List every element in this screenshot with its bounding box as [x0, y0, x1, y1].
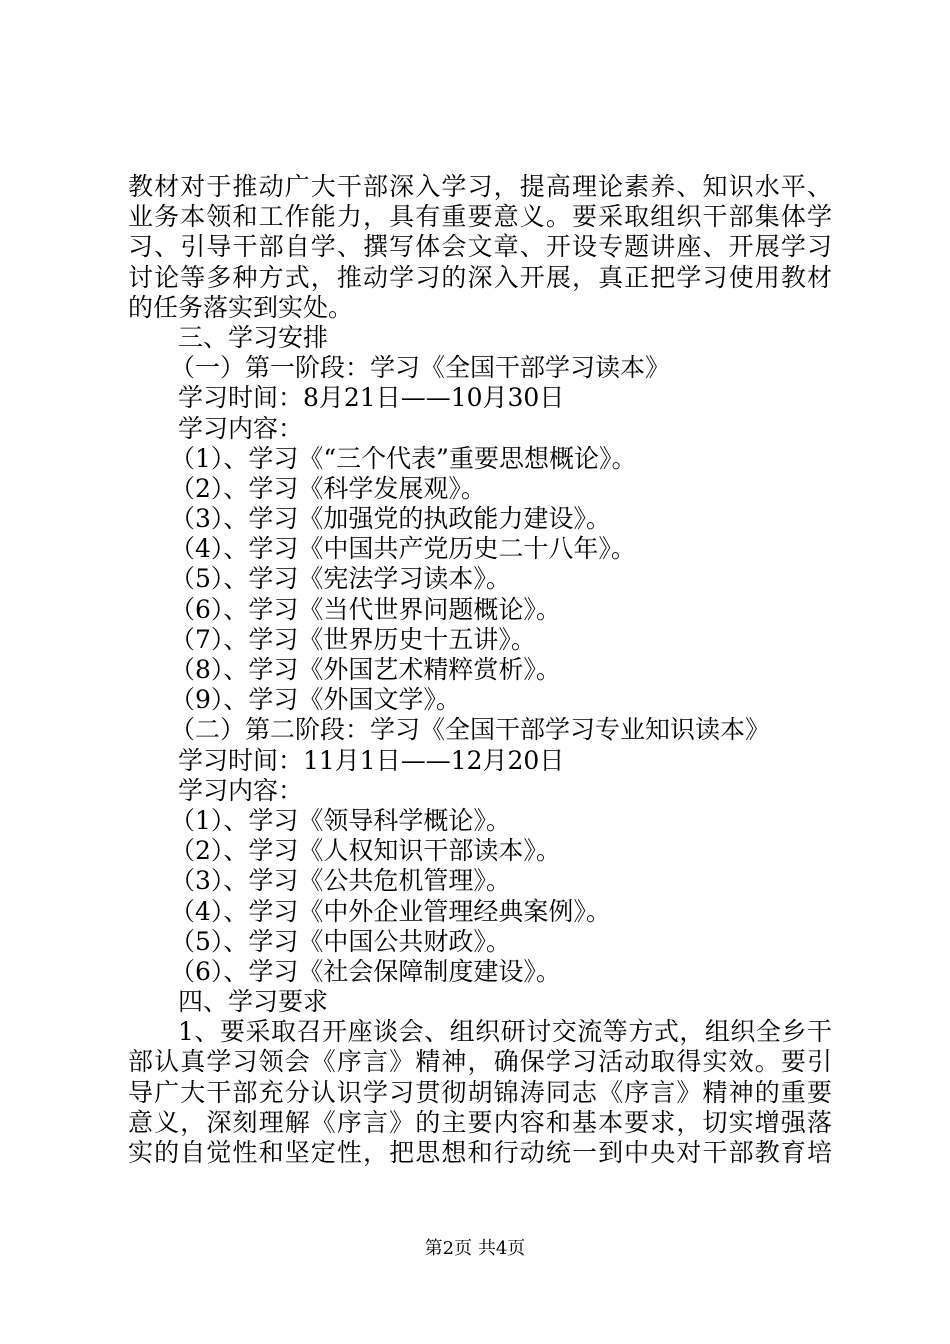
intro-line-2: 业务本领和工作能力，具有重要意义。要采取组织干部集体学 [128, 202, 832, 232]
requirement1-line-3: 导广大干部充分认识学习贯彻胡锦涛同志《序言》精神的重要 [128, 1077, 832, 1107]
intro-line-1: 教材对于推动广大干部深入学习，提高理论素养、知识水平、 [128, 172, 832, 201]
section-heading-arrangement: 三、学习安排 [178, 322, 329, 352]
requirement1-line-4: 意义，深刻理解《序言》的主要内容和基本要求，切实增强落 [128, 1107, 832, 1137]
list-item: （4）、学习《中国共产党历史二十八年》。 [170, 534, 636, 564]
list-item: （1）、学习《“三个代表”重要思想概论》。 [170, 443, 637, 473]
stage1-content-label: 学习内容： [178, 413, 304, 443]
requirement1-line-1: 1、要采取召开座谈会、组织研讨交流等方式，组织全乡干 [178, 1017, 832, 1047]
list-item: （9）、学习《外国文学》。 [170, 685, 461, 715]
stage1-time: 学习时间：8月21日——10月30日 [178, 383, 565, 413]
list-item: （6）、学习《当代世界问题概论》。 [170, 594, 561, 624]
requirement1-line-5: 实的自觉性和坚定性，把思想和行动统一到中央对干部教育培 [128, 1138, 832, 1167]
stage2-time: 学习时间：11月1日——12月20日 [178, 745, 565, 775]
list-item: （8）、学习《外国艺术精粹赏析》。 [170, 655, 561, 684]
list-item: （5）、学习《中国公共财政》。 [170, 926, 511, 956]
list-item: （3）、学习《公共危机管理》。 [170, 866, 511, 896]
stage2-heading: （二）第二阶段：学习《全国干部学习专业知识读本》 [170, 715, 771, 745]
stage2-content-label: 学习内容： [178, 775, 304, 805]
requirement1-line-2: 部认真学习领会《序言》精神，确保学习活动取得实效。要引 [128, 1047, 832, 1077]
stage1-heading: （一）第一阶段：学习《全国干部学习读本》 [170, 353, 671, 383]
list-item: （2）、学习《人权知识干部读本》。 [170, 836, 561, 866]
list-item: （4）、学习《中外企业管理经典案例》。 [170, 896, 611, 926]
document-body [128, 172, 832, 1168]
list-item: （7）、学习《世界历史十五讲》。 [170, 624, 536, 654]
list-item: （5）、学习《宪法学习读本》。 [170, 564, 511, 594]
list-item: （3）、学习《加强党的执政能力建设》。 [170, 504, 611, 534]
list-item: （1）、学习《领导科学概论》。 [170, 805, 511, 835]
intro-line-5: 的任务落实到实处。 [128, 292, 354, 322]
page-number-footer: 第2页 共4页 [424, 1238, 526, 1259]
intro-line-3: 习、引导干部自学、撰写体会文章、开设专题讲座、开展学习 [128, 232, 832, 262]
section-heading-requirements: 四、学习要求 [178, 987, 329, 1017]
intro-line-4: 讨论等多种方式，推动学习的深入开展，真正把学习使用教材 [128, 262, 832, 292]
list-item: （2）、学习《科学发展观》。 [170, 473, 486, 503]
list-item: （6）、学习《社会保障制度建设》。 [170, 956, 561, 986]
